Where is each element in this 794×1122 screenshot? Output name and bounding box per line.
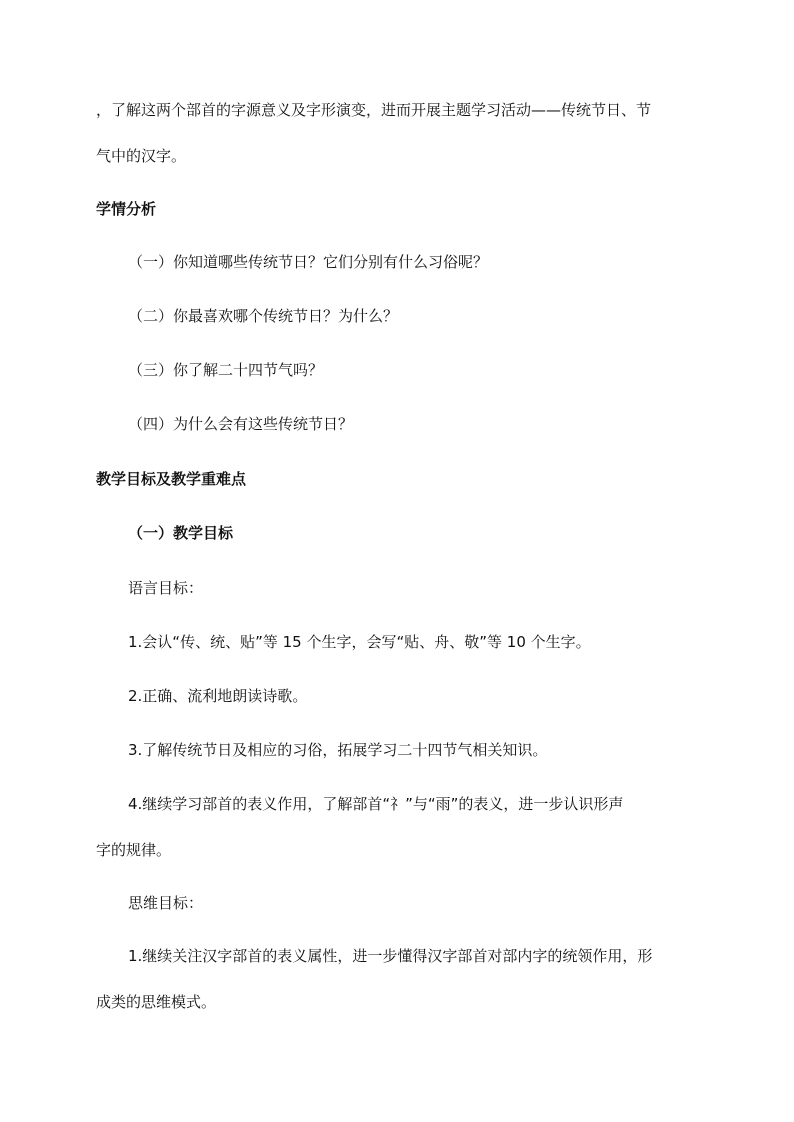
language-goal-4-line-1: 4.继续学习部首的表义作用，了解部首“礻”与“雨”的表义，进一步认识形声 [128, 795, 624, 813]
analysis-question-4: （四）为什么会有这些传统节日？ [128, 415, 354, 433]
thinking-goal-1-line-1: 1.继续关注汉字部首的表义属性，进一步懂得汉字部首对部内字的统领作用，形 [128, 947, 653, 965]
thinking-goal-1-line-2: 成类的思维模式。 [96, 993, 217, 1011]
intro-text-line-1: ，了解这两个部首的字源意义及字形演变，进而开展主题学习活动——传统节日、节 [96, 101, 652, 119]
analysis-question-2: （二）你最喜欢哪个传统节日？为什么？ [128, 307, 399, 325]
thinking-goals-label: 思维目标： [128, 894, 204, 912]
analysis-heading: 学情分析 [96, 200, 157, 218]
goals-subheading: （一）教学目标 [128, 524, 234, 542]
language-goal-1: 1.会认“传、统、贴”等 15 个生字，会写“贴、舟、敬”等 10 个生字。 [128, 633, 591, 651]
language-goal-3: 3.了解传统节日及相应的习俗，拓展学习二十四节气相关知识。 [128, 741, 548, 759]
language-goals-label: 语言目标： [128, 579, 204, 597]
analysis-question-3: （三）你了解二十四节气吗？ [128, 361, 324, 379]
analysis-question-1: （一）你知道哪些传统节日？它们分别有什么习俗呢？ [128, 253, 489, 271]
language-goal-4-line-2: 字的规律。 [96, 841, 172, 859]
goals-heading: 教学目标及教学重难点 [96, 470, 247, 488]
language-goal-2: 2.正确、流利地朗读诗歌。 [128, 687, 308, 705]
intro-text-line-2: 气中的汉字。 [96, 147, 187, 165]
